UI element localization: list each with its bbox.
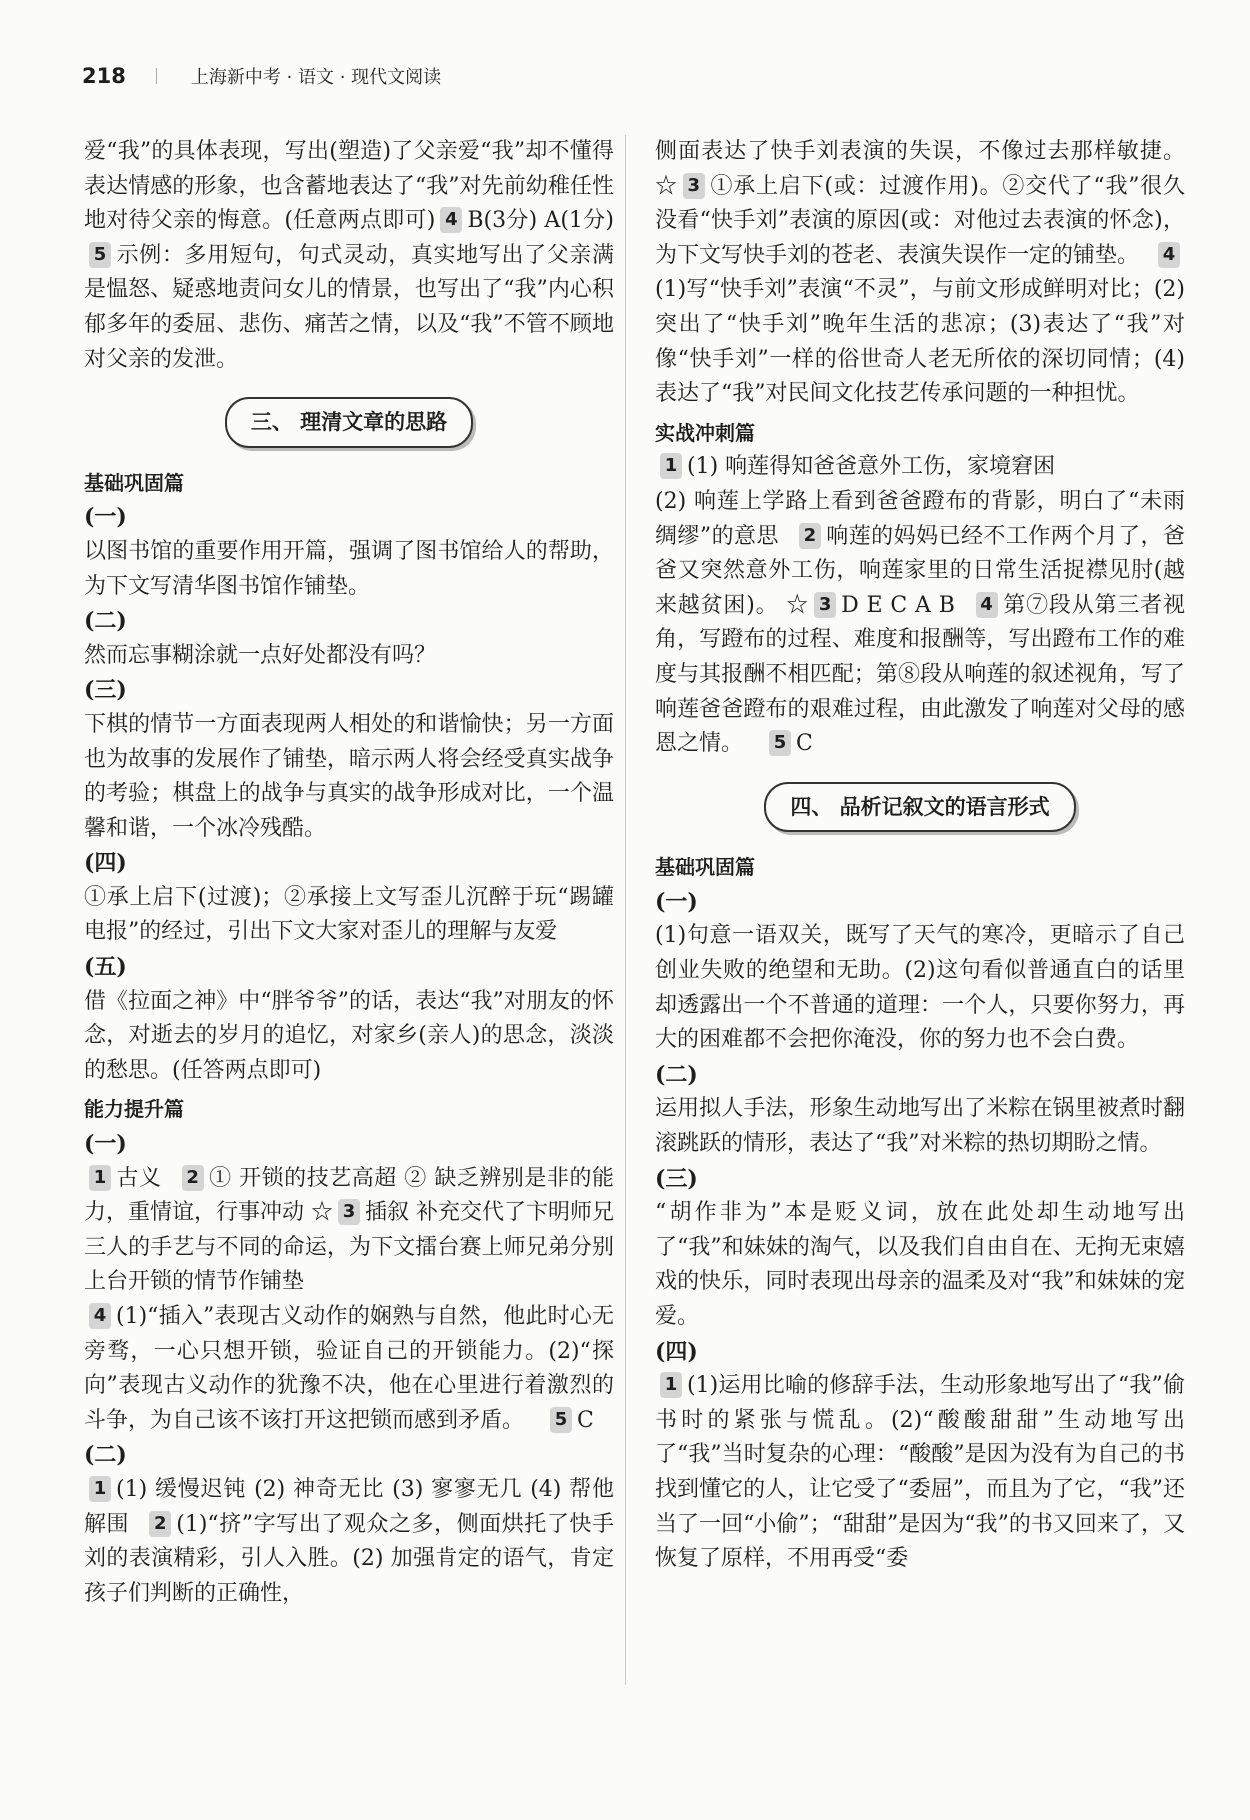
question-number: 5 bbox=[550, 1407, 572, 1433]
question-number: 2 bbox=[799, 523, 821, 549]
left-column bbox=[84, 135, 614, 1611]
sprint-heading: 实战冲刺篇 bbox=[655, 420, 755, 445]
answer-fragment: 响莲的妈妈已经不工作两个月了，爸爸又突然意外工伤，响莲家里的日常生活捉襟见肘(越来越贫困)。 ☆ bbox=[655, 523, 1185, 618]
question-number: 2 bbox=[182, 1165, 204, 1191]
answer-fragment: C bbox=[796, 731, 813, 757]
page-number: 218 bbox=[82, 64, 126, 88]
header-separator bbox=[156, 68, 157, 84]
answer-text: “胡作非为”本是贬义词，放在此处却生动地写出了“我”和妹妹的淘气，以及我们自由自在、无拘无束嬉戏的快乐，同时表现出母亲的温柔及对“我”和妹妹的宠爱。 bbox=[655, 1200, 1185, 1329]
answer-fragment: (1) 缓慢迟钝 (2) 神奇无比 (3) 寥寥无几 (4) 帮他解围 bbox=[84, 1476, 614, 1537]
intro-text-b: B(3分) A(1分) bbox=[467, 208, 615, 234]
intro-paragraph bbox=[84, 135, 614, 377]
item-label: (一) bbox=[84, 504, 127, 531]
answer-text: ①承上启下(过渡)；②承接上文写歪儿沉醉于玩“踢罐电报”的经过，引出下文大家对歪儿的理解与友爱 bbox=[84, 884, 614, 945]
answer-text: (1)句意一语双关，既写了天气的寒冷，更暗示了自己创业失败的绝望和无助。(2)这句看似普通直白的话里却透露出一个不普通的道理：一个人，只要你努力，再大的困难都不会把你淹没，你的努力也不会白费。 bbox=[655, 923, 1185, 1053]
answer-fragment: 古义 bbox=[116, 1165, 162, 1191]
section-4-title: 四、 品析记叙文的语言形式 bbox=[764, 782, 1075, 833]
basic-heading: 基础巩固篇 bbox=[84, 470, 184, 495]
question-number: 2 bbox=[149, 1511, 171, 1537]
answer-text: 然而忘事糊涂就一点好处都没有吗？ bbox=[84, 642, 437, 668]
question-number: 3 bbox=[683, 173, 705, 199]
item-label: (四) bbox=[655, 1338, 698, 1365]
answer-text: 以图书馆的重要作用开篇，强调了图书馆给人的帮助，为下文写清华图书馆作铺垫。 bbox=[84, 538, 614, 599]
ability-heading: 能力提升篇 bbox=[84, 1097, 184, 1122]
answer-fragment: 第⑦段从第三者视角，写蹬布的过程、难度和报酬等，写出蹬布工作的难度与其报酬不相匹配；第⑧段从响莲的叙述视角，写了响莲爸爸蹬布的艰难过程，由此激发了响莲对父母的感恩之情。 bbox=[655, 592, 1185, 757]
answer-text bbox=[84, 1162, 614, 1300]
answer-fragment: ① 开锁的技艺高超 ② 缺乏辨别是非的能力，重情谊，行事冲动 ☆ bbox=[84, 1165, 614, 1226]
answer-fragment: (1)运用比喻的修辞手法，生动形象地写出了“我”偷书时的紧张与慌乱。(2)“酸酸甜甜”生动地写出了“我”当时复杂的心理：“酸酸”是因为没有为自己的书找到懂它的人，让它受了“委屈”，而且为了它，“我”还当了一回“小偷”；“甜甜”是因为“我”的书又回来了，又恢复了原样，不用再受“委 bbox=[655, 1373, 1185, 1572]
item-label: (二) bbox=[84, 1442, 127, 1469]
right-column bbox=[655, 135, 1185, 1577]
item-label: (三) bbox=[655, 1165, 698, 1192]
item-label: (一) bbox=[84, 1131, 127, 1158]
answer-text bbox=[655, 135, 1185, 412]
book-title: 上海新中考 · 语文 · 现代文阅读 bbox=[190, 67, 442, 88]
question-number: 4 bbox=[976, 592, 998, 618]
answer-fragment: (2) 响莲上学路上看到爸爸蹬布的背影，明白了“未雨绸缪”的意思 bbox=[655, 488, 1185, 549]
item-label: (一) bbox=[655, 888, 698, 915]
item-label: (二) bbox=[655, 1061, 698, 1088]
section-3-title: 三、 理清文章的思路 bbox=[225, 397, 473, 448]
question-number: 4 bbox=[440, 207, 462, 233]
question-number: 1 bbox=[660, 453, 682, 479]
answer-fragment: (1) 响莲得知爸爸意外工伤，家境窘困 bbox=[687, 454, 1056, 480]
answer-fragment: D E C A B bbox=[841, 592, 955, 618]
answer-fragment: (1)“插入”表现古义动作的娴熟与自然，他此时心无旁骛，一心只想开锁，验证自己的开锁能力。(2)“探向”表现古义动作的犹豫不决，他在心里进行着激烈的斗争，为自己该不该打开这把锁而感到矛盾。 bbox=[84, 1304, 614, 1433]
answer-text bbox=[655, 1369, 1185, 1577]
answer-text bbox=[84, 1473, 614, 1611]
answer-text: 借《拉面之神》中“胖爷爷”的话，表达“我”对朋友的怀念，对逝去的岁月的追忆，对家乡(亲人)的思念，淡淡的愁思。(任答两点即可) bbox=[84, 988, 614, 1083]
answer-text: 运用拟人手法，形象生动地写出了米粽在锅里被煮时翻滚跳跃的情形，表达了“我”对米粽的热切期盼之情。 bbox=[655, 1096, 1185, 1157]
answer-text bbox=[84, 1300, 614, 1438]
question-number: 5 bbox=[769, 730, 791, 756]
intro-text-a: 爱“我”的具体表现，写出(塑造)了父亲爱“我”却不懂得表达情感的形象，也含蓄地表达了“我”对先前幼稚任性地对待父亲的悔意。(任意两点即可) bbox=[84, 139, 614, 234]
section-3-wrapper bbox=[84, 397, 614, 448]
intro-text-c: 示例：多用短句，句式灵动，真实地写出了父亲满是愠怒、疑惑地责问女儿的情景，也写出了“我”内心积郁多年的委屈、悲伤、痛苦之情，以及“我”不管不顾地对父亲的发泄。 bbox=[84, 242, 614, 372]
question-number: 1 bbox=[89, 1165, 111, 1191]
answer-text: 下棋的情节一方面表现两人相处的和谐愉快；另一方面也为故事的发展作了铺垫，暗示两人将会经受真实战争的考验；棋盘上的战争与真实的战争形成对比，一个温馨和谐，一个冰冷残酷。 bbox=[84, 711, 614, 841]
section-4-wrapper bbox=[655, 782, 1185, 833]
item-label: (五) bbox=[84, 954, 127, 981]
answer-fragment: 插叙 补充交代了卞明师兄三人的手艺与不同的命运，为下文擂台赛上师兄弟分别上台开锁的情节作铺垫 bbox=[84, 1200, 614, 1295]
item-label: (二) bbox=[84, 608, 127, 635]
answer-text bbox=[655, 450, 1185, 485]
question-number: 5 bbox=[89, 242, 111, 268]
question-number: 1 bbox=[89, 1476, 111, 1502]
basic-heading: 基础巩固篇 bbox=[655, 855, 755, 880]
answer-fragment: ①承上启下(或：过渡作用)。②交代了“我”很久没看“快手刘”表演的原因(或：对他过去表演的怀念)，为下文写快手刘的苍老、表演失误作一定的铺垫。 bbox=[655, 173, 1185, 268]
item-label: (三) bbox=[84, 677, 127, 704]
question-number: 3 bbox=[814, 592, 836, 618]
answer-text bbox=[655, 485, 1185, 762]
question-number: 1 bbox=[660, 1372, 682, 1398]
answer-fragment: (1)写“快手刘”表演“不灵”，与前文形成鲜明对比；(2)突出了“快手刘”晚年生活的悲凉；(3)表达了“我”对像“快手刘”一样的俗世奇人老无所依的深切同情；(4)表达了“我”对民间文化技艺传承问题的一种担忧。 bbox=[655, 277, 1185, 407]
question-number: 3 bbox=[338, 1199, 360, 1225]
answer-fragment: 侧面表达了快手刘表演的失误，不像过去那样敏捷。 ☆ bbox=[655, 139, 1185, 199]
column-divider bbox=[625, 135, 626, 1685]
item-label: (四) bbox=[84, 850, 127, 877]
question-number: 4 bbox=[89, 1303, 111, 1329]
page-header bbox=[82, 56, 441, 96]
question-number: 4 bbox=[1158, 242, 1180, 268]
answer-fragment: (1)“挤”字写出了观众之多，侧面烘托了快手刘的表演精彩，引人入胜。(2) 加强肯定的语气，肯定孩子们判断的正确性， bbox=[84, 1511, 614, 1606]
answer-fragment: C bbox=[577, 1407, 594, 1433]
